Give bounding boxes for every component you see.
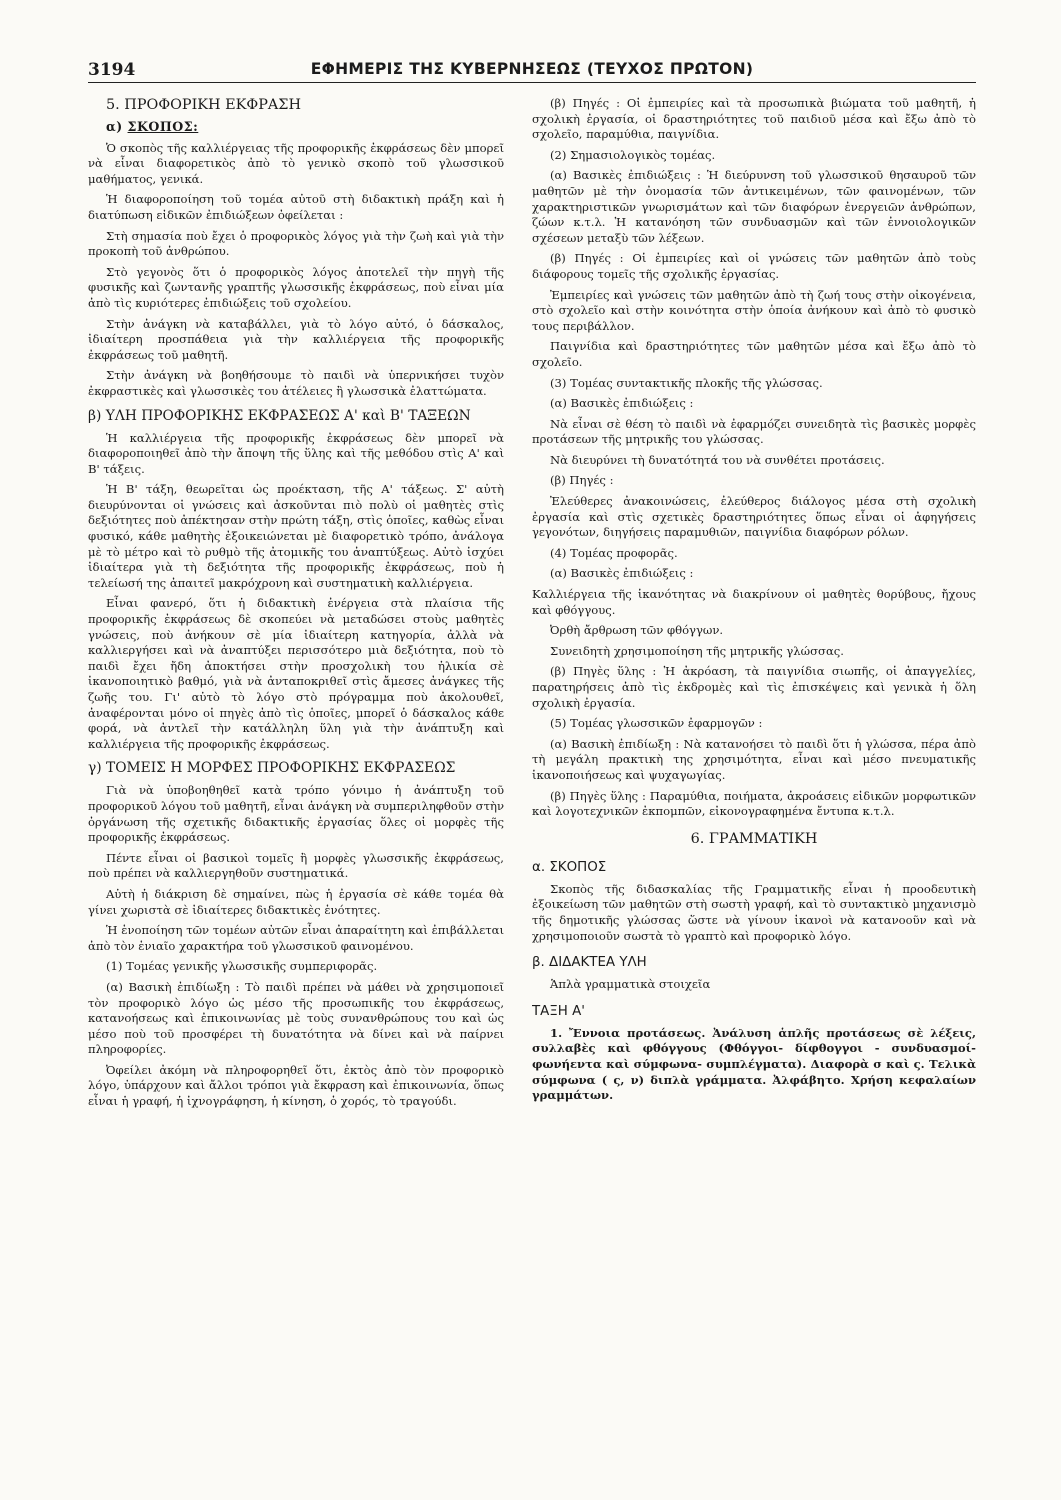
paragraph: Εἶναι φανερό, ὅτι ἡ διδακτικὴ ἐνέργεια στὰ πλαίσια τῆς προφορικῆς ἐκφράσεως δὲ σκοπεύει νὰ μεταδώσει στοὺς μαθητὲς γνώσεις, ποὺ ἀνήκουν σὲ μία ἰδιαίτερη κατηγορία, ἀλλὰ νὰ καλλιεργήσει καὶ νὰ ἀναπτύξει περισσότερο μιὰ δεξιότητα, ποὺ τὸ παιδὶ ἔχει ἤδη ἀποκτήσει στὴν προσχολικὴ του ἡλικία σὲ ἱκανοποιητικὸ βαθμό, γιὰ νὰ ἀνταποκριθεῖ στὶς ἄμεσες ἀνάγκες τῆς ζωῆς του. Γι' αὐτὸ τὸ λόγο στὸ πρόγραμμα ποὺ ἀκολουθεῖ, ἀναφέρονται μόνο οἱ πηγὲς ἀπὸ τὶς ὁποῖες, μπορεῖ ὁ δάσκαλος κάθε φορά, νὰ ἀντλεῖ τὴν κατάλληλη ὕλη γιὰ τὴν ἀνάπτυξη καὶ καλλιέργεια τῆς προφορικῆς ἐκφράσεως.: [88, 596, 504, 751]
paragraph: (1) Τομέας γενικῆς γλωσσικῆς συμπεριφορᾶς.: [106, 959, 378, 974]
paragraph: (α) Βασικὴ ἐπιδίωξη : Νὰ κατανοήσει τὸ παιδὶ ὅτι ἡ γλώσσα, πέρα ἀπὸ τὴ μεγάλη πρακτικὴ της χρησιμότητα, εἶναι καὶ μέσο πνευματικῆς ἱκανοποιήσεως καὶ ψυχαγωγίας.: [532, 736, 976, 782]
paragraph: (3) Τομέας συντακτικῆς πλοκῆς τῆς γλώσσας.: [550, 375, 823, 390]
paragraph: Ἐμπειρίες καὶ γνώσεις τῶν μαθητῶν ἀπὸ τὴ ζωή τους στὴν οἰκογένεια, στὸ σχολεῖο καὶ στὴν κοινότητα στὴν ὁποία ἀνήκουν καὶ ἀπὸ τὸ φυσικὸ τους περιβάλλον.: [532, 287, 976, 333]
paragraph: Νὰ εἶναι σὲ θέση τὸ παιδὶ νὰ ἐφαρμόζει συνειδητὰ τὶς βασικὲς μορφὲς προτάσεων τῆς μητρικῆς του γλώσσας.: [532, 416, 976, 447]
paragraph: (α) Βασικὴ ἐπιδίωξη : Τὸ παιδὶ πρέπει νὰ μάθει νὰ χρησιμοποιεῖ τὸν προφορικὸ λόγο ὡς μέσο τῆς προσωπικῆς του ἐκφράσεως, κατανοήσεως καὶ ἐπικοινωνίας μὲ τοὺς συνανθρώπους του καὶ ὡς μέσο ποὺ τοῦ προσφέρει τὴ δυνατότητα νὰ δίνει καὶ νὰ παίρνει πληροφορίες.: [88, 979, 504, 1057]
paragraph: 1. Ἔννοια προτάσεως. Ἀνάλυση ἁπλῆς προτάσεως σὲ λέξεις, συλλαβὲς καὶ φθόγγους (Φθόγγοι- δίφθογγοι - συνδυασμοί- φωνήεντα καὶ σύμφωνα- συμπλέγματα). Διαφορὰ σ καὶ ς. Τελικὰ σύμφωνα ( ς, ν) διπλὰ γράμματα. Ἀλφάβητο. Χρήση κεφαλαίων γραμμάτων.: [532, 1025, 976, 1103]
header-rule: [88, 82, 976, 83]
paragraph: Σκοπὸς τῆς διδασκαλίας τῆς Γραμματικῆς εἶναι ἡ προοδευτικὴ ἐξοικείωση τῶν μαθητῶν στὴ σωστὴ γραφή, καὶ τὸ συντακτικὸ μηχανισμὸ τῆς δημοτικῆς γλώσσας ὥστε νὰ γίνουν ἱκανοὶ νὰ κατανοοῦν καὶ νὰ χρησιμοποιοῦν σωστὰ τὸ γραπτὸ καὶ προφορικὸ λόγο.: [532, 881, 976, 943]
paragraph: Συνειδητὴ χρησιμοποίηση τῆς μητρικῆς γλώσσας.: [550, 643, 844, 658]
paragraph: Ἡ Β' τάξη, θεωρεῖται ὡς προέκταση, τῆς Α' τάξεως. Σ' αὐτὴ διευρύνονται οἱ γνώσεις καὶ ἀσκοῦνται πιὸ πολὺ οἱ μαθητὲς στὶς δεξιότητες ποὺ ἀπέκτησαν στὴν πρώτη τάξη, στὶς ὁποῖες, καθὼς εἶναι φυσικό, κάθε μαθητὴς ἐξοικειώνεται μὲ διαφορετικὸ τρόπο, ἀνάλογα μὲ τὸ μέτρο καὶ τὸ ρυθμὸ τῆς ἀτομικῆς του ἀναπτύξεως. Αὐτὸ ἰσχύει ἰδιαίτερα γιὰ τὴ δεξιότητα τῆς προφορικῆς ἐκφράσεως, ποὺ ἡ τελείωσή της ἀπαιτεῖ μακρόχρονη καὶ συστηματικὴ καλλιέργεια.: [88, 482, 504, 590]
paragraph: Πέντε εἶναι οἱ βασικοὶ τομεῖς ἢ μορφὲς γλωσσικῆς ἐκφράσεως, ποὺ πρέπει νὰ καλλιεργηθοῦν συστηματικά.: [88, 850, 504, 881]
paragraph: Ἁπλὰ γραμματικὰ στοιχεῖα: [550, 977, 711, 992]
paragraph: (α) Βασικὲς ἐπιδιώξεις :: [550, 396, 694, 411]
paragraph: (α) Βασικὲς ἐπιδιώξεις :: [550, 566, 694, 581]
paragraph: Στὴν ἀνάγκη νὰ καταβάλλει, γιὰ τὸ λόγο αὐτό, ὁ δάσκαλος, ἰδιαίτερη προσπάθεια γιὰ τὴν καλλιέργεια τῆς προφορικῆς ἐκφράσεως τοῦ μαθητῆ.: [88, 316, 504, 362]
paragraph: Παιγνίδια καὶ δραστηριότητες τῶν μαθητῶν μέσα καὶ ἔξω ἀπὸ τὸ σχολεῖο.: [532, 339, 976, 369]
paragraph: Ὁ σκοπὸς τῆς καλλιέργειας τῆς προφορικῆς ἐκφράσεως δὲν μπορεῖ νὰ εἶναι διαφορετικὸς ἀπὸ τὸ γενικὸ σκοπὸ τοῦ γλωσσικοῦ μαθήματος, γενικά.: [88, 140, 504, 186]
running-title: ΕΦΗΜΕΡΙΣ ΤΗΣ ΚΥΒΕΡΝΗΣΕΩΣ (ΤΕΥΧΟΣ ΠΡΩΤΟΝ): [310, 60, 754, 78]
paragraph: (β) Πηγές : Οἱ ἐμπειρίες καὶ τὰ προσωπικὰ βιώματα τοῦ μαθητῆ, ἡ σχολικὴ ἐργασία, οἱ δραστηριότητες τοῦ παιδιοῦ μέσα καὶ ἔξω ἀπὸ τὸ σχολεῖο, παραμύθια, παιγνίδια.: [532, 96, 976, 142]
subsection-a-heading: ΣΚΟΠΟΣ:: [127, 119, 199, 134]
section-6-title: 6. ΓΡΑΜΜΑΤΙΚΗ: [690, 830, 818, 847]
left-column: [88, 96, 504, 1491]
paragraph: Ὀφείλει ἀκόμη νὰ πληροφορηθεῖ ὅτι, ἐκτὸς ἀπὸ τὸν προφορικὸ λόγο, ὑπάρχουν καὶ ἄλλοι τρόποι γιὰ ἔκφραση καὶ ἐπικοινωνία, ὅπως εἶναι ἡ γραφή, ἡ ἰχνογράφηση, ἡ κίνηση, ὁ χορός, τὸ τραγούδι.: [88, 1062, 504, 1109]
paragraph: (β) Πηγὲς ὕλης : Παραμύθια, ποιήματα, ἀκροάσεις εἰδικῶν μορφωτικῶν καὶ λογοτεχνικῶν ἐκπομπῶν, εἰκονογραφημένα ἔντυπα κ.τ.λ.: [532, 788, 976, 819]
paragraph: (β) Πηγὲς ὕλης : Ἡ ἀκρόαση, τὰ παιγνίδια σιωπῆς, οἱ ἀπαγγελίες, παρατηρήσεις ἀπὸ τὶς ἐκδρομὲς καὶ τὶς ἐπισκέψεις καὶ γενικὰ ἡ ὅλη σχολικὴ ἐργασία.: [532, 664, 976, 710]
paragraph: (β) Πηγές :: [550, 473, 614, 488]
right-column: [532, 96, 976, 1491]
paragraph: Νὰ διευρύνει τὴ δυνατότητά του νὰ συνθέτει προτάσεις.: [550, 452, 885, 467]
paragraph: (2) Σημασιολογικὸς τομέας.: [550, 147, 716, 162]
paragraph: Καλλιέργεια τῆς ἱκανότητας νὰ διακρίνουν οἱ μαθητὲς θορύβους, ἤχους καὶ φθόγγους.: [532, 587, 976, 617]
class-a-title: ΤΑΞΗ Α': [532, 1003, 585, 1019]
paragraph: Ἡ καλλιέργεια τῆς προφορικῆς ἐκφράσεως δὲν μπορεῖ νὰ διαφοροποιηθεῖ ἀπὸ τὴν ἄποψη τῆς ὕλης καὶ τῆς μεθόδου στὶς Α' καὶ Β' τάξεις.: [88, 430, 504, 476]
paragraph: Ἡ διαφοροποίηση τοῦ τομέα αὐτοῦ στὴ διδακτικὴ πράξη καὶ ἡ διατύπωση εἰδικῶν ἐπιδιώξεων ὀφείλεται :: [88, 192, 504, 222]
paragraph: Ἐλεύθερες ἀνακοινώσεις, ἐλεύθερος διάλογος μέσα στὴ σχολικὴ ἐργασία καὶ στὶς σχετικὲς δραστηριότητες ὅπως εἶναι οἱ ἀφηγήσεις γεγονότων, διηγήσεις παραμυθιῶν, παιγνίδια διαφόρων ρόλων.: [532, 494, 976, 540]
paragraph: (4) Τομέας προφορᾶς.: [550, 545, 678, 560]
page-number: 3194: [88, 60, 136, 80]
paragraph: Αὐτὴ ἡ διάκριση δὲ σημαίνει, πὼς ἡ ἐργασία σὲ κάθε τομέα θὰ γίνει χωριστὰ σὲ ἰδιαίτερες διδακτικὲς ἑνότητες.: [88, 886, 504, 917]
paragraph: Στὴ σημασία ποὺ ἔχει ὁ προφορικὸς λόγος γιὰ τὴν ζωὴ καὶ γιὰ τὴν προκοπὴ τοῦ ἀνθρώπου.: [88, 228, 504, 259]
paragraph: (5) Τομέας γλωσσικῶν ἐφαρμογῶν :: [550, 716, 763, 731]
subsection-b-title: β) ΥΛΗ ΠΡΟΦΟΡΙΚΗΣ ΕΚΦΡΑΣΕΩΣ Α' καὶ Β' ΤΑΞΕΩΝ: [88, 407, 471, 424]
paragraph: Στὴν ἀνάγκη νὰ βοηθήσουμε τὸ παιδὶ νὰ ὑπερνικήσει τυχὸν ἐκφραστικὲς καὶ γλωσσικὲς του ἀτέλειες ἢ γλωσσικὰ ἐλαττώματα.: [88, 368, 504, 398]
paragraph: (α) Βασικὲς ἐπιδιώξεις : Ἡ διεύρυνση τοῦ γλωσσικοῦ θησαυροῦ τῶν μαθητῶν μὲ τὴν ὀνομασία τῶν ἀντικειμένων, τῶν φαινομένων, τῶν χαρακτηριστικῶν γνωρισμάτων καὶ τῶν διαφόρων ἐνεργειῶν ἀνθρώπων, ζώων κ.τ.λ. Ἡ κατανόηση τῶν συνδυασμῶν καὶ τῶν ἐννοιολογικῶν σχέσεων μεταξὺ τῶν λέξεων.: [532, 168, 976, 245]
subsection-a-label: α): [106, 119, 128, 134]
paragraph: Στὸ γεγονὸς ὅτι ὁ προφορικὸς λόγος ἀποτελεῖ τὴν πηγὴ τῆς φυσικῆς καὶ ζωντανῆς γραπτῆς γλωσσικῆς ἐκφράσεως, ποὺ εἶναι μία ἀπὸ τὶς κυριότερες ἐπιδιώξεις τοῦ σχολείου.: [88, 264, 504, 310]
subsection-g-title: γ) ΤΟΜΕΙΣ Η ΜΟΡΦΕΣ ΠΡΟΦΟΡΙΚΗΣ ΕΚΦΡΑΣΕΩΣ: [88, 760, 456, 777]
paragraph: Γιὰ νὰ ὑποβοηθηθεῖ κατὰ τρόπο γόνιμο ἡ ἀνάπτυξη τοῦ προφορικοῦ λόγου τοῦ μαθητῆ, εἶναι ἀνάγκη νὰ συμπεριληφθοῦν στὴν ὀργάνωση τῆς σχετικῆς διδακτικῆς ἐργασίας ὅλες οἱ μορφὲς τῆς προφορικῆς ἐκφράσεως.: [88, 783, 504, 845]
paragraph: Ὀρθὴ ἄρθρωση τῶν φθόγγων.: [550, 623, 724, 638]
section-6b-title: β. ΔΙΔΑΚΤΕΑ ΥΛΗ: [532, 955, 647, 971]
paragraph: (β) Πηγές : Οἱ ἐμπειρίες καὶ οἱ γνώσεις τῶν μαθητῶν ἀπὸ τοὺς διάφορους τομεῖς τῆς σχολικῆς ἐργασίας.: [532, 251, 976, 281]
section-6a-title: α. ΣΚΟΠΟΣ: [532, 859, 607, 875]
subsection-a-title: [106, 119, 504, 135]
section-5-title: 5. ΠΡΟΦΟΡΙΚΗ ΕΚΦΡΑΣΗ: [106, 97, 302, 113]
paragraph: Ἡ ἑνοποίηση τῶν τομέων αὐτῶν εἶναι ἀπαραίτητη καὶ ἐπιβάλλεται ἀπὸ τὸν ἑνιαῖο χαρακτήρα τοῦ γλωσσικοῦ φαινομένου.: [88, 923, 504, 953]
